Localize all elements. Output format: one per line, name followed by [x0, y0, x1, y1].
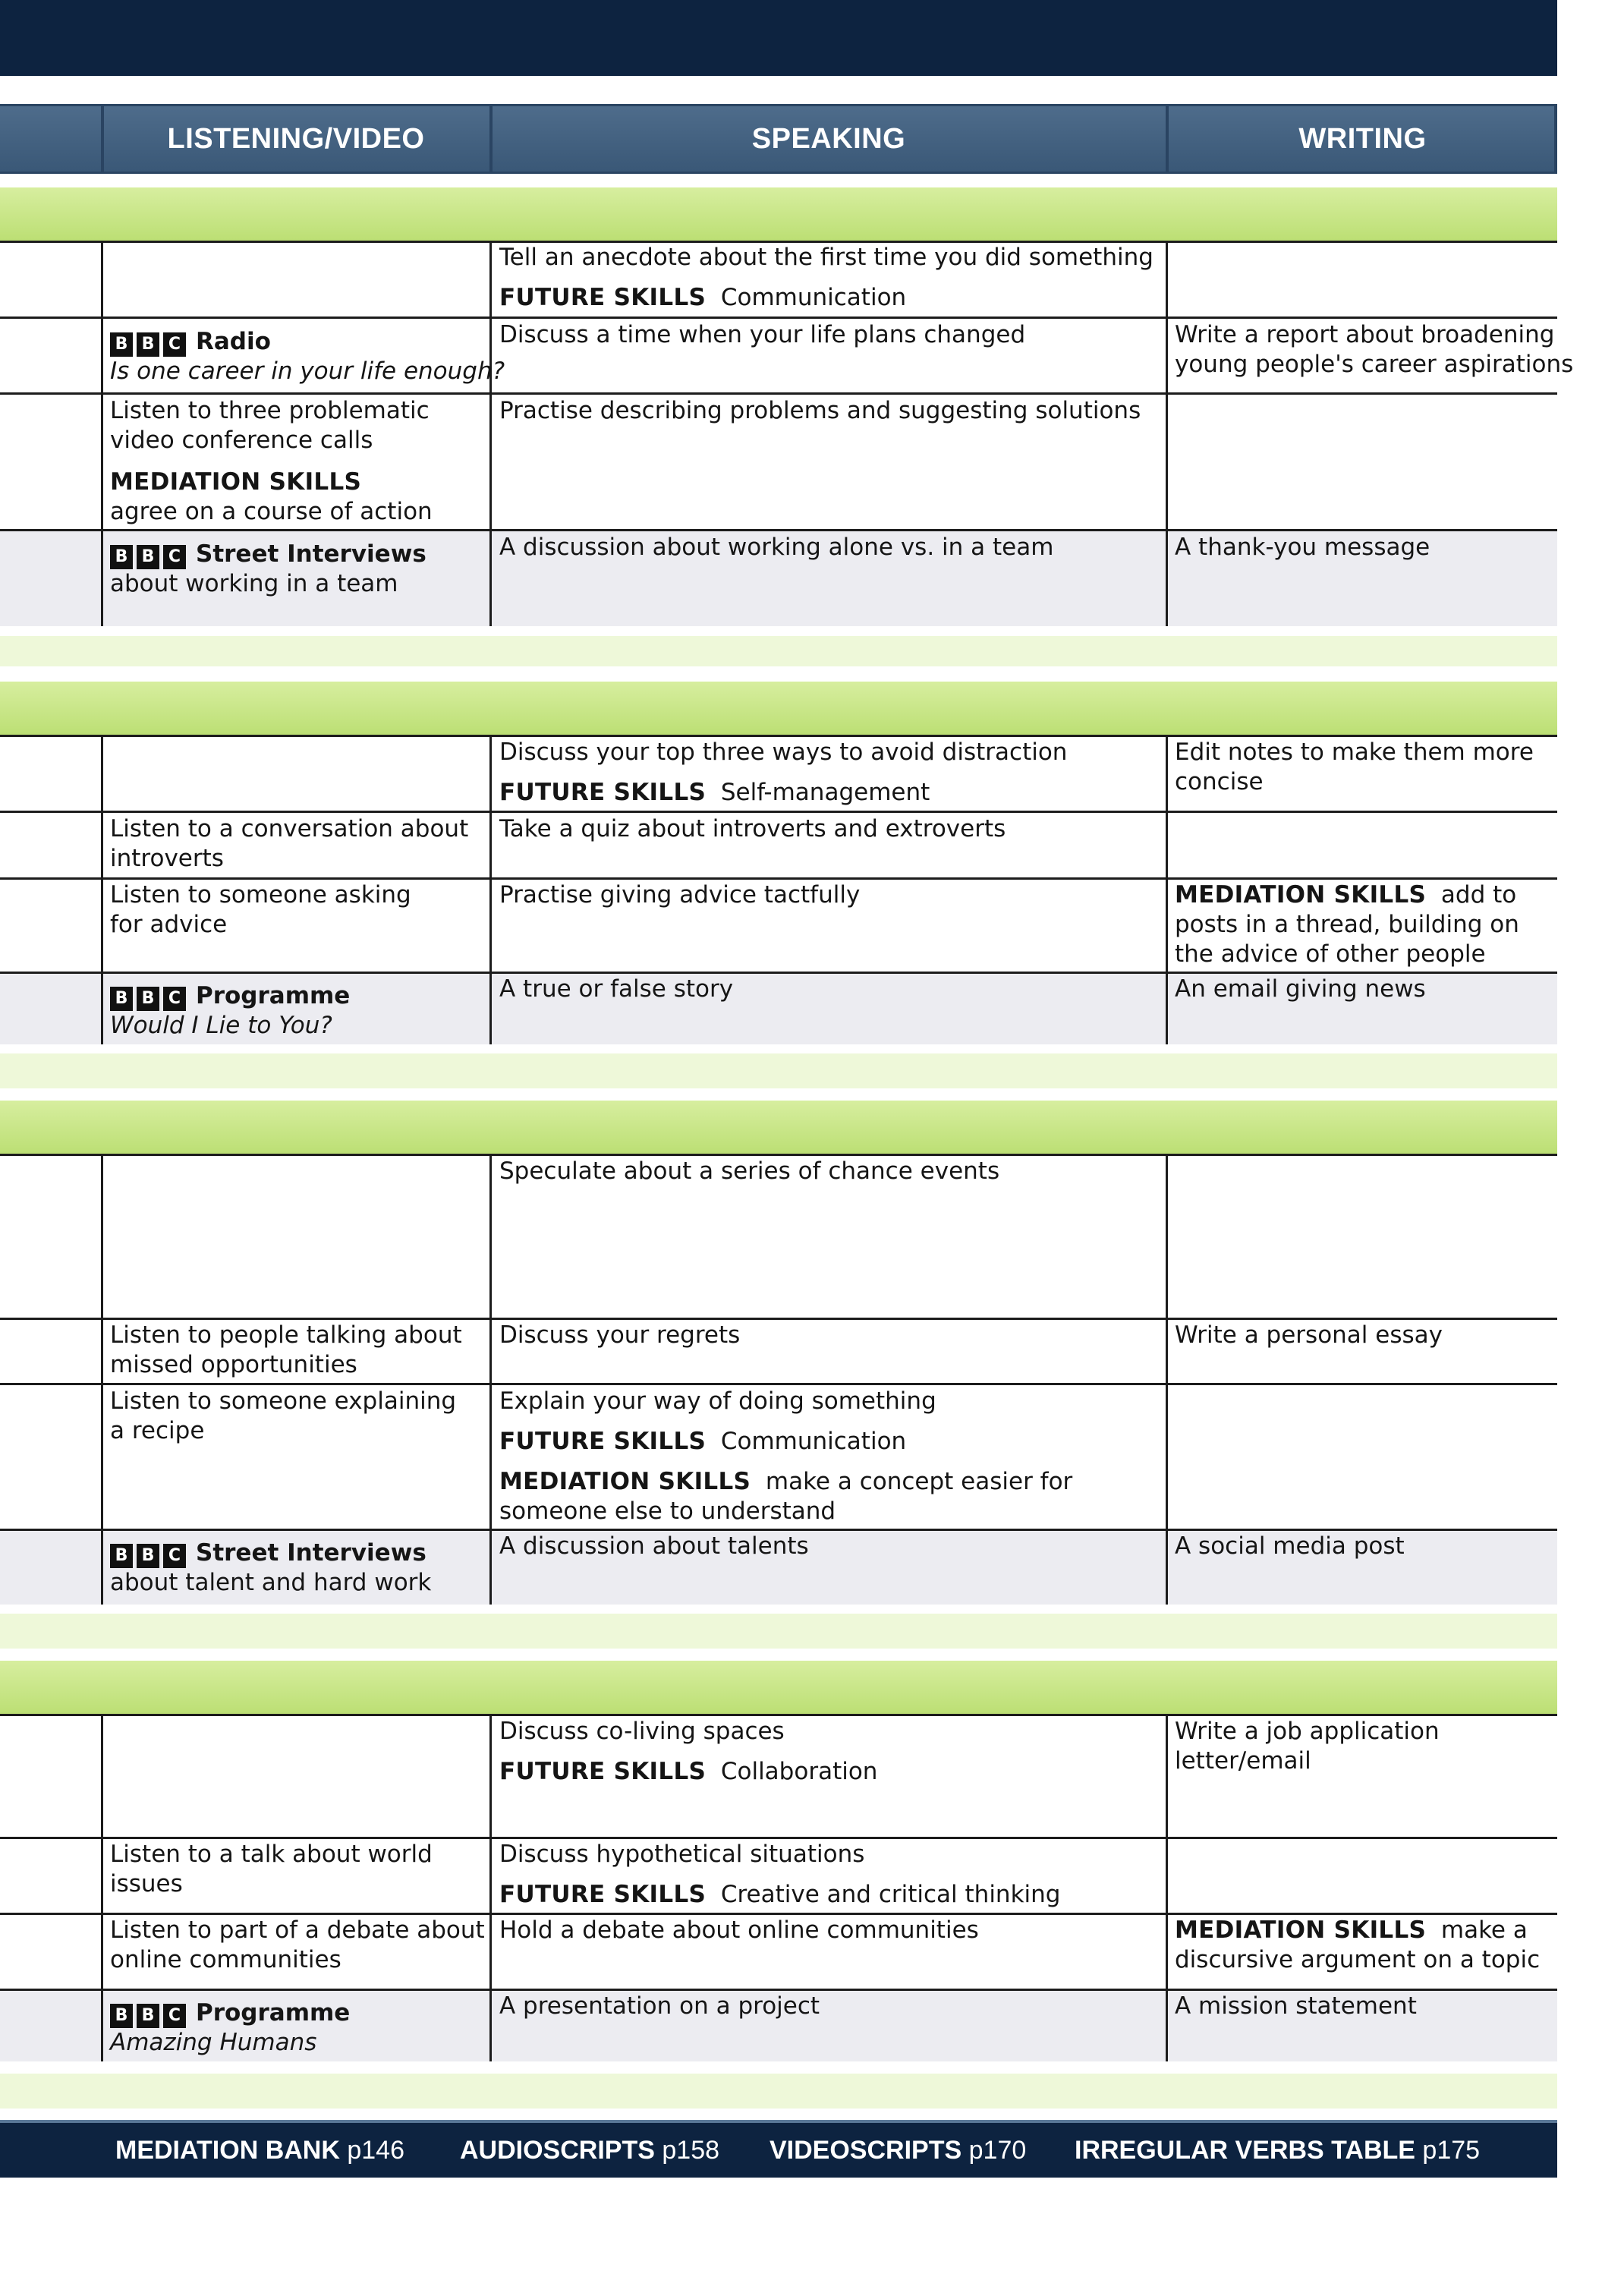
speaking-text: Explain your way of doing something	[499, 1387, 936, 1415]
speaking-text: Discuss hypothetical situations	[499, 1841, 865, 1868]
bbc-title: Programme	[196, 1999, 351, 2027]
listening-cell	[110, 326, 505, 386]
listening-cell	[110, 1916, 485, 1975]
speaking-cell	[499, 533, 1053, 562]
writing-cell	[1175, 1321, 1443, 1350]
bbc-logo: B B C	[110, 981, 190, 1011]
writing-text: Write a personal essay	[1175, 1321, 1443, 1349]
speaking-cell	[499, 1840, 1060, 1910]
mediation-skills-tag: MEDIATION SKILLS	[1175, 1916, 1427, 1944]
column-divider	[489, 1154, 492, 1605]
mediation-skills-text: agree on a course of action	[110, 498, 433, 525]
speaking-cell	[499, 814, 1006, 844]
writing-text: the advice of other people	[1175, 940, 1486, 968]
future-skills-tag: FUTURE SKILLS	[499, 779, 707, 806]
listening-text: video conference calls	[110, 427, 373, 454]
writing-cell	[1175, 1992, 1417, 2021]
speaking-text: Discuss a time when your life plans changed	[499, 321, 1026, 348]
footer-link-mediation-bank[interactable]: MEDIATION BANK p146	[115, 2136, 404, 2165]
speaking-cell	[499, 1992, 820, 2021]
column-divider	[1166, 1154, 1168, 1605]
listening-cell	[110, 880, 411, 940]
mediation-skills-tag: MEDIATION SKILLS	[110, 468, 362, 496]
header-speaking: SPEAKING	[751, 123, 906, 155]
unit-band-light	[0, 2074, 1557, 2109]
writing-text: Edit notes to make them more	[1175, 739, 1534, 766]
writing-cell	[1175, 1916, 1540, 1975]
top-banner	[0, 0, 1557, 76]
footer-bar	[0, 2120, 1557, 2178]
header-divider	[1554, 104, 1557, 174]
writing-text: letter/email	[1175, 1747, 1311, 1775]
listening-cell	[110, 1840, 433, 1899]
speaking-cell	[499, 1916, 979, 1945]
listening-cell	[110, 1538, 431, 1598]
speaking-text: Discuss your top three ways to avoid distraction	[499, 739, 1068, 766]
listening-text: Listen to part of a debate about	[110, 1916, 485, 1944]
speaking-text: A true or false story	[499, 975, 734, 1003]
future-skills-text: Creative and critical thinking	[720, 1881, 1061, 1908]
column-divider	[489, 735, 492, 1044]
listening-text: Listen to people talking about	[110, 1321, 462, 1349]
writing-cell	[1175, 1532, 1405, 1561]
header-writing: WRITING	[1298, 123, 1427, 155]
bbc-title: Street Interviews	[196, 1539, 426, 1567]
listening-cell	[110, 1387, 456, 1446]
speaking-cell	[499, 1157, 999, 1186]
column-divider	[101, 735, 103, 1044]
bbc-logo: B B C	[110, 1538, 190, 1568]
speaking-text: Tell an anecdote about the first time you did something	[499, 244, 1153, 271]
listening-text: about working in a team	[110, 570, 398, 597]
unit-band	[0, 682, 1557, 735]
footer-link-irregular-verbs[interactable]: IRREGULAR VERBS TABLE p175	[1075, 2136, 1481, 2165]
listening-text: for advice	[110, 911, 228, 938]
future-skills-text: Communication	[720, 1428, 907, 1455]
mediation-skills-tag: MEDIATION SKILLS	[499, 1468, 751, 1495]
column-divider	[489, 241, 492, 626]
mediation-skills-text: make a concept easier for	[765, 1468, 1073, 1495]
column-divider	[101, 241, 103, 626]
speaking-text: Discuss your regrets	[499, 1321, 741, 1349]
speaking-text: Hold a debate about online communities	[499, 1916, 979, 1944]
writing-cell	[1175, 533, 1430, 562]
speaking-text: Discuss co-living spaces	[499, 1718, 785, 1745]
listening-text: Listen to a conversation about	[110, 815, 469, 842]
header-divider	[489, 104, 493, 174]
speaking-cell	[499, 1387, 1072, 1526]
listening-text: Listen to someone asking	[110, 881, 411, 909]
unit-band	[0, 1101, 1557, 1154]
unit-band-light	[0, 1053, 1557, 1088]
speaking-text: Practise describing problems and suggesting solutions	[499, 397, 1141, 424]
listening-text: introverts	[110, 845, 224, 872]
mediation-skills-text: make a	[1440, 1916, 1528, 1944]
column-divider	[489, 1714, 492, 2061]
speaking-cell	[499, 243, 1153, 313]
bbc-title: Programme	[196, 982, 351, 1009]
speaking-text: A discussion about talents	[499, 1532, 809, 1560]
bbc-title: Street Interviews	[196, 540, 426, 568]
speaking-cell	[499, 880, 860, 910]
speaking-cell	[499, 1532, 809, 1561]
listening-text: Listen to someone explaining	[110, 1387, 457, 1415]
speaking-text: A presentation on a project	[499, 1992, 820, 2020]
listening-cell	[110, 981, 350, 1041]
unit-band-light	[0, 1614, 1557, 1649]
column-divider	[1166, 735, 1168, 1044]
writing-text: concise	[1175, 768, 1264, 795]
writing-cell	[1175, 1717, 1440, 1776]
footer-link-videoscripts[interactable]: VIDEOSCRIPTS p170	[770, 2136, 1027, 2165]
listening-cell	[110, 539, 426, 599]
writing-text: Write a report about broadening	[1175, 321, 1555, 348]
writing-cell	[1175, 320, 1573, 380]
listening-cell	[110, 1321, 462, 1380]
speaking-cell	[499, 320, 1025, 350]
future-skills-tag: FUTURE SKILLS	[499, 284, 707, 311]
listening-text: online communities	[110, 1946, 341, 1973]
future-skills-tag: FUTURE SKILLS	[499, 1881, 707, 1908]
unit-band	[0, 1661, 1557, 1714]
column-divider	[101, 1154, 103, 1605]
footer-link-audioscripts[interactable]: AUDIOSCRIPTS p158	[460, 2136, 720, 2165]
writing-text: A social media post	[1175, 1532, 1405, 1560]
bbc-logo: B B C	[110, 540, 190, 569]
future-skills-tag: FUTURE SKILLS	[499, 1758, 707, 1785]
speaking-cell	[499, 1321, 740, 1350]
listening-text: Is one career in your life enough?	[110, 357, 505, 385]
mediation-skills-text: add to	[1440, 881, 1517, 909]
speaking-cell	[499, 975, 733, 1004]
unit-band-light	[0, 636, 1557, 666]
column-divider	[1166, 241, 1168, 626]
mediation-skills-tag: MEDIATION SKILLS	[1175, 881, 1427, 909]
header-divider	[1166, 104, 1169, 174]
writing-text: A thank-you message	[1175, 534, 1430, 561]
column-header-bar	[0, 104, 1557, 174]
speaking-cell	[499, 396, 1141, 426]
writing-cell	[1175, 975, 1426, 1004]
listening-text: Amazing Humans	[110, 2029, 317, 2056]
unit-band	[0, 187, 1557, 241]
writing-text: A mission statement	[1175, 1992, 1417, 2020]
future-skills-text: Collaboration	[720, 1758, 878, 1785]
writing-cell	[1175, 738, 1534, 797]
future-skills-text: Communication	[720, 284, 907, 311]
listening-text: Listen to a talk about world	[110, 1841, 433, 1868]
mediation-skills-text: someone else to understand	[499, 1498, 836, 1525]
writing-text: Write a job application	[1175, 1718, 1440, 1745]
column-divider	[101, 1714, 103, 2061]
bbc-logo: B B C	[110, 1998, 190, 2028]
speaking-text: Speculate about a series of chance events	[499, 1157, 1000, 1185]
bbc-logo: B B C	[110, 327, 190, 357]
column-divider	[1166, 1714, 1168, 2061]
listening-text: a recipe	[110, 1417, 205, 1444]
bbc-title: Radio	[196, 328, 271, 355]
future-skills-tag: FUTURE SKILLS	[499, 1428, 707, 1455]
listening-text: about talent and hard work	[110, 1569, 432, 1596]
speaking-cell	[499, 738, 1067, 808]
speaking-text: A discussion about working alone vs. in a team	[499, 534, 1054, 561]
header-listening: LISTENING/VIDEO	[167, 123, 425, 155]
speaking-text: Take a quiz about introverts and extroverts	[499, 815, 1006, 842]
header-divider	[101, 104, 104, 174]
listening-cell	[110, 814, 468, 874]
speaking-cell	[499, 1717, 877, 1787]
writing-text: young people's career aspirations	[1175, 351, 1574, 378]
listening-text: Would I Lie to You?	[110, 1012, 332, 1039]
listening-cell	[110, 396, 433, 527]
speaking-text: Practise giving advice tactfully	[499, 881, 861, 909]
listening-text: Listen to three problematic	[110, 397, 430, 424]
writing-cell	[1175, 880, 1519, 969]
listening-cell	[110, 1998, 350, 2058]
writing-text: posts in a thread, building on	[1175, 911, 1519, 938]
writing-text: discursive argument on a topic	[1175, 1946, 1541, 1973]
listening-text: missed opportunities	[110, 1351, 357, 1378]
future-skills-text: Self-management	[720, 779, 930, 806]
listening-text: issues	[110, 1870, 183, 1898]
writing-text: An email giving news	[1175, 975, 1426, 1003]
